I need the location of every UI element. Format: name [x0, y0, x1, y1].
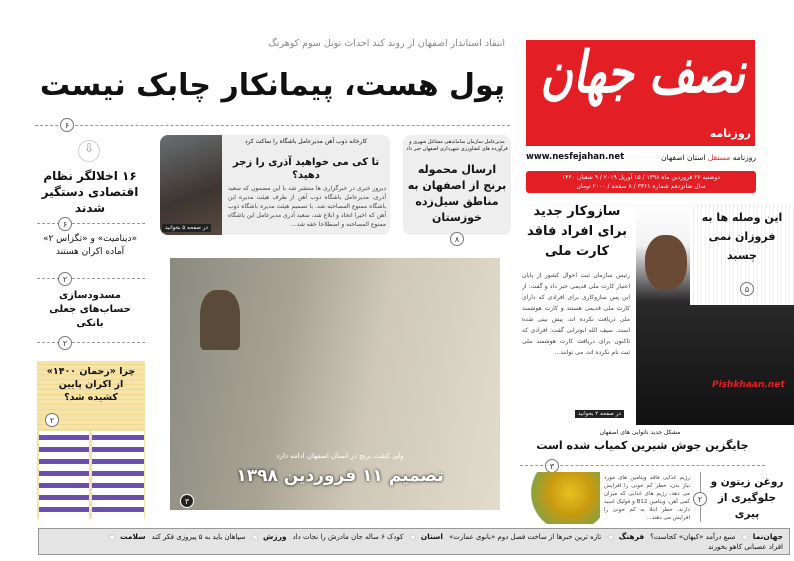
ticker-item[interactable]: سپاهان باید به ۵ پیروزی فکر کند	[151, 532, 246, 541]
date-bar: دوشنبه ۲۶ فروردین ماه ۱۳۹۸ / ۱۵ آوریل ۲۰۱۹ / ۹ شعبان ۱۴۴۰ سال شانزدهم شماره ۳۳۶۱ / ۸ صفحه / ۲۰۰۰ تومان	[526, 171, 756, 193]
ticker-category[interactable]: فرهنگ	[618, 532, 645, 541]
story-body: رئیس سازمان ثبت احوال کشور از پایان اعتبار کارت ملی قدیمی خبر داد و گفت: از این پس سازوکاری برای افرادی که دارای کارت ملی قدیمی هستند و کارت هوشمند ملی دریافت نکرده اند، پیش بینی شده است. سیف الله ابوترابی گفت: افرادی که تاکنون برای دریافت کارت هوشمند ملی ثبت نام نکرده اند، می توانند...	[522, 272, 630, 356]
arrow-icon: ◀	[409, 532, 415, 541]
actor-image	[39, 431, 89, 519]
down-arrow-icon: ⇩	[78, 140, 100, 162]
news-ticker	[38, 528, 790, 555]
ticker-item[interactable]: افراد عصبانی کاهو بخورند	[707, 543, 783, 551]
left-story: چرا «رحمان ۱۴۰۰» از اکران پایین کشیده شد؟	[46, 366, 136, 403]
actor-image	[92, 431, 144, 519]
ticker-item[interactable]: کودک ۶ ساله جان مادرش را نجات داد	[292, 532, 404, 541]
read-more: در صفحه ۲ بخوانید	[575, 410, 624, 418]
arrow-icon: ◀	[741, 532, 747, 541]
arrow-icon: ◀	[607, 532, 613, 541]
tagline: روزنامه مستقل استان اصفهان	[661, 153, 756, 162]
story-title[interactable]: جایگزین جوش شیرین کمیاب شده است	[536, 439, 749, 452]
website[interactable]: www.nesfejahan.net	[526, 152, 625, 162]
ticker-item[interactable]: تازه ترین خبرها از ساخت فصل دوم «بانوی عمارت»	[449, 532, 602, 541]
page-ref: ۲	[693, 492, 707, 506]
story-kicker: مدیرعامل سازمان ساماندهی مشاغل شهری و فرآورده های کشاورزی شهرداری اصفهان خبر داد	[406, 139, 508, 152]
divider	[37, 342, 145, 343]
arrow-icon: ◀	[251, 532, 257, 541]
page-ref: ۲	[58, 336, 72, 350]
photo-azari	[160, 135, 222, 235]
story-title[interactable]: تا کی می خواهید آذری را زجر دهید؟	[232, 157, 380, 181]
story-kicker: مشکل جدید نانوایی های اصفهان	[599, 429, 681, 436]
story-title[interactable]: ارسال محموله برنج از اصفهان به مناطق سیل‌زده خوزستان	[407, 163, 507, 224]
left-story[interactable]: «دینامیت» و «تگزاس ۲» آماده اکران هستند	[42, 234, 138, 257]
arrow-icon: ◀	[108, 532, 114, 541]
masthead-logo: نصف جهان روزنامه	[526, 40, 755, 146]
ticker-category[interactable]: سلامت	[119, 532, 146, 541]
photo-caption: ولی کشت برنج در استان اصفهان ادامه دارد	[276, 452, 404, 460]
page-ref: ۵	[740, 282, 754, 296]
story-title[interactable]: روغن زیتون و جلوگیری از پیری	[710, 476, 784, 520]
photo-headline[interactable]: تصمیم ۱۱ فروردین ۱۳۹۸	[236, 466, 444, 486]
page-ref: ۸	[450, 232, 464, 246]
farmer-figure	[200, 290, 240, 350]
ticker-category[interactable]: ورزش	[262, 532, 287, 541]
page-ref: ۲	[58, 272, 72, 286]
lead-headline[interactable]: پول هست، پیمانکار چابک نیست	[39, 68, 506, 103]
page-ref: ۳	[180, 494, 194, 508]
ticker-category[interactable]: استان	[420, 532, 444, 541]
story-kicker: کارخانه ذوب آهن مدیرعامل باشگاه را ساکت کرد	[244, 138, 368, 145]
player-face	[645, 235, 687, 290]
movie-poster[interactable]	[37, 361, 145, 519]
watermark: Pishkhaan.net	[712, 380, 785, 390]
page-ref: ۲	[45, 413, 59, 427]
divider	[35, 125, 510, 126]
divider	[37, 278, 145, 279]
ticker-item[interactable]: منبع درآمد «کیهان» کجاست؟	[650, 532, 736, 541]
page-ref: ۶	[58, 217, 72, 231]
story-body: رژیم غذایی فاقد ویتامین های مورد نیاز بدن، خطر کم خونی را افزایش می دهد. رژیم های غذایی که میزان کمی آهن، ویتامین B12 و فولیک اسید دارند، خطر ابتلا به کم خونی را افزایش می دهند...	[604, 475, 690, 521]
left-story[interactable]: ۱۶ اخلالگر نظام اقتصادی دستگیر شدند	[41, 169, 139, 215]
story-body: دیروز خبری در خبرگزاری ها منتشر شد با این مضمون که سعید آذری، مدیرعامل باشگاه ذوب آهن از طرف هیئت مدیره این باشگاه ممنوع المصاحبه شد. با تصمیم هیئت مدیره باشگاه ذوب آهن که اخیرا اتخاذ و ابلاغ شد، سعید آذری مدیرعامل این باشگاه ممنوع المصاحبه و اصطلاحا خفه شد...	[228, 185, 386, 228]
olive-oil-image	[525, 472, 600, 524]
divider	[37, 223, 145, 224]
ticker-category[interactable]: جهان‌نما	[752, 532, 783, 541]
page-ref: ۳	[545, 459, 559, 473]
left-story[interactable]: مسدودسازی حساب‌های جعلی بانکی	[49, 290, 131, 329]
story-title[interactable]: سازوکار جدید برای افراد فاقد کارت ملی	[527, 204, 627, 259]
read-more: در صفحه ۵ بخوانید	[162, 224, 211, 232]
story-title[interactable]: این وصله ها به فروزان نمی چسبد	[701, 211, 783, 262]
page-ref: ۶	[60, 118, 74, 132]
lead-kicker: انتقاد استاندار اصفهان از روند کند احداث تونل سوم کوهرنگ	[268, 38, 505, 49]
